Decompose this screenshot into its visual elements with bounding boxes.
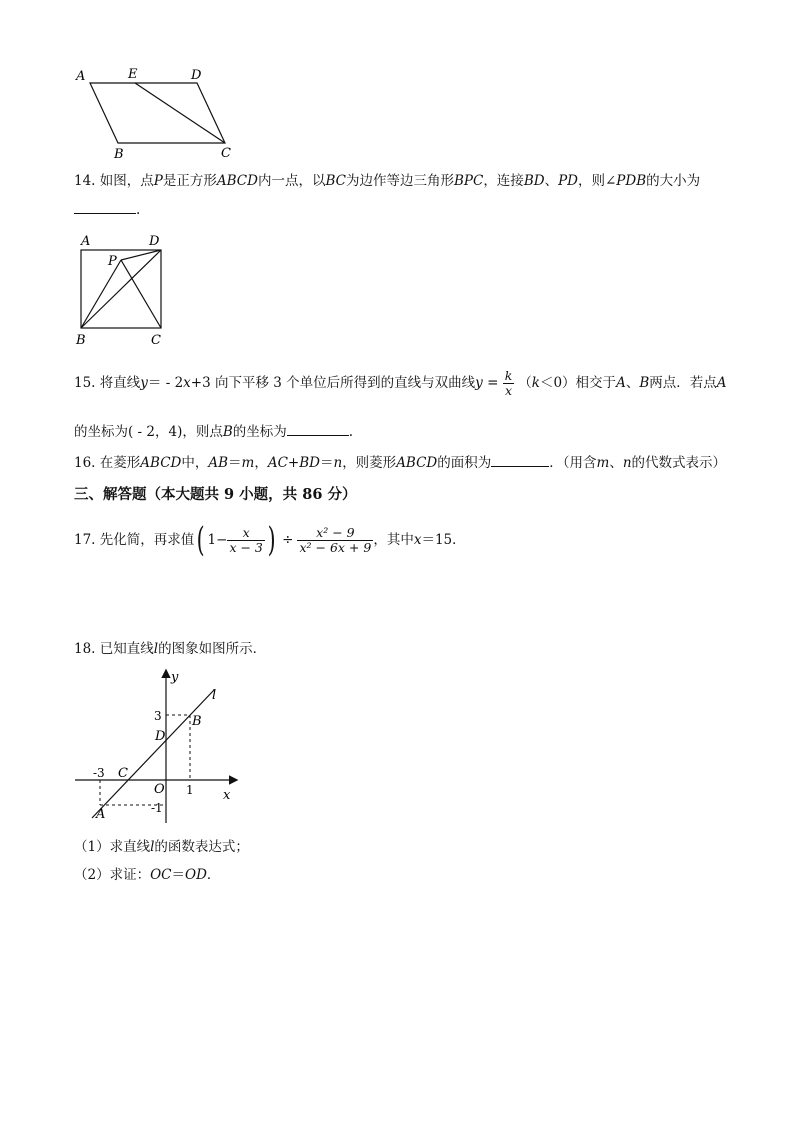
coordinate-graph [70,665,250,830]
q16-abcd2: ABCD [396,455,438,471]
q15-cond: （ [518,375,532,391]
q16-n: n [333,455,343,471]
q15-answer-blank[interactable] [287,422,349,436]
q16-abcd: ABCD [140,455,182,471]
tick-3: 3 [154,709,162,723]
q17-f1-den: x − 3 [229,539,263,555]
q18-sub1-text: 的函数表达式； [154,839,249,855]
q16-text: 的代数式表示） [631,455,727,471]
q16-answer-blank[interactable] [491,453,549,467]
label-c: C [221,146,231,161]
label-b: B [192,714,202,729]
q14-end: . [136,202,141,218]
q15-sep: 、 [625,375,640,391]
q16-eq: ＝ [228,455,242,471]
q14-sep: 、 [544,173,559,189]
q14-text: 的大小为 [646,173,701,189]
segment-pd [121,250,161,260]
segment-pb [81,260,121,328]
q18-subquestion-1 [74,838,249,856]
square-figure [70,230,180,348]
q14-bd: BD [523,173,545,189]
label-a: A [96,807,106,822]
q16-text: 在菱形 [99,455,141,471]
label-b: B [114,147,124,162]
q17-text: ＝15． [421,532,466,548]
x-axis-label: x [223,788,231,803]
q17-fraction-1 [227,526,264,555]
q14-answer-blank[interactable] [74,200,136,214]
q15-frac-den: x [504,382,513,398]
q15-x: x [183,375,191,391]
q17-f2-num: x² − 9 [316,524,355,540]
label-o: O [154,782,165,797]
q18-sub1-l: l [150,839,155,855]
q14-abcd: ABCD [216,173,258,189]
question-15-line2 [74,422,353,441]
q18-subquestion-2 [74,866,220,884]
label-c: C [118,766,128,781]
q15-text: 将直线 [99,375,141,391]
q17-x: x [413,532,422,548]
q15-frac-num: k [504,367,513,383]
q15-a2: A [716,375,727,391]
q15-equals: = [482,375,503,391]
question-15 [74,366,726,400]
q16-acbd: AC+BD [267,455,320,471]
label-d: D [191,68,202,83]
q15-a: A [616,375,626,391]
tick-neg3: -3 [93,766,105,780]
q14-text: 是正方形 [162,173,217,189]
q16-n2: n [622,455,632,471]
q18-sub2-end: ． [206,867,221,883]
q14-bc: BC [325,173,346,189]
q16-eq: ＝ [319,455,334,471]
q16-text: 中， [181,455,209,471]
q16-text: 的面积为 [437,455,492,471]
label-a: A [81,234,91,249]
q16-comma: ， [254,455,268,471]
q15-end: . [348,424,354,440]
q18-sub2-oc: OC [150,867,172,883]
line-l-label: l [212,688,217,703]
q17-div: ÷ [282,532,294,548]
q17-f1-num: x [242,524,250,540]
tick-1: 1 [186,783,194,797]
q16-text: ，则菱形 [342,455,397,471]
q14-answer-line [74,200,140,219]
q14-p: P [153,173,163,189]
question-16 [74,453,726,472]
question-14 [74,172,700,190]
label-c: C [151,333,161,348]
q17-text: ，其中 [373,532,414,548]
q14-text: ，则∠ [577,173,617,189]
parallelogram-figure [70,64,240,164]
q14-text: ，连接 [483,173,524,189]
label-d: D [155,729,166,744]
q17-right-paren: ) [267,520,276,560]
q17-fraction-2 [297,526,373,555]
q16-number: 16. [74,455,96,471]
label-a: A [76,69,86,84]
q15-number: 15. [74,375,96,391]
q15-eq: ＝ - 2 [147,375,184,391]
q18-text: 已知直线 [99,641,154,657]
q15-text: 的坐标为 [232,424,287,440]
q18-sub1-text: （1）求直线 [74,839,151,855]
q17-text: 先化简，再求值 [99,532,195,548]
question-17 [74,518,466,562]
question-18 [74,640,266,658]
q15-y: y [140,375,148,391]
q15-y2: y [475,375,483,391]
q18-sub2-od: OD [185,867,207,883]
q14-number: 14. [74,173,96,189]
q14-pdb: PDB [616,173,647,189]
q16-text: ．（用含 [549,455,597,471]
label-p: P [108,254,117,269]
q15-k: k [531,375,540,391]
q15-cond: ＜0）相交于 [539,375,617,391]
y-axis-label: y [171,670,179,685]
q16-sep: 、 [609,455,623,471]
q14-text: 内一点，以 [257,173,326,189]
q17-f2-den: x² − 6x + 9 [299,539,372,555]
q18-text: 的图象如图所示． [158,641,267,657]
q18-number: 18. [74,641,96,657]
q18-sub2-eq: ＝ [171,867,185,883]
q15-text: +3 向下平移 3 个单位后所得到的直线与双曲线 [190,375,476,391]
diagonal-bd [81,250,161,328]
label-e: E [128,67,138,82]
q17-one-minus: 1− [207,532,228,548]
parallelogram-shape [90,83,225,143]
q14-bpc: BPC [453,173,484,189]
q15-text: 的坐标为( - 2，4)，则点 [74,424,223,440]
q15-text: 两点．若点 [649,375,717,391]
q18-sub2-text: （2）求证： [74,867,151,883]
section-3-heading: 三、解答题（本大题共 9 小题，共 86 分） [74,486,357,503]
tick-neg1: -1 [151,801,163,815]
q16-m: m [241,455,255,471]
q15-fraction [503,369,515,398]
q17-number: 17. [74,532,96,548]
label-d: D [149,234,160,249]
q15-b2: B [222,424,233,440]
q16-m2: m [596,455,610,471]
q14-pd: PD [558,173,578,189]
q14-text: 为边作等边三角形 [345,173,454,189]
line-l [92,688,217,818]
q18-l: l [153,641,159,657]
q16-ab: AB [208,455,229,471]
q17-left-paren: ( [196,520,205,560]
label-b: B [76,333,86,348]
q14-text: 如图，点 [99,173,154,189]
q15-b: B [639,375,650,391]
